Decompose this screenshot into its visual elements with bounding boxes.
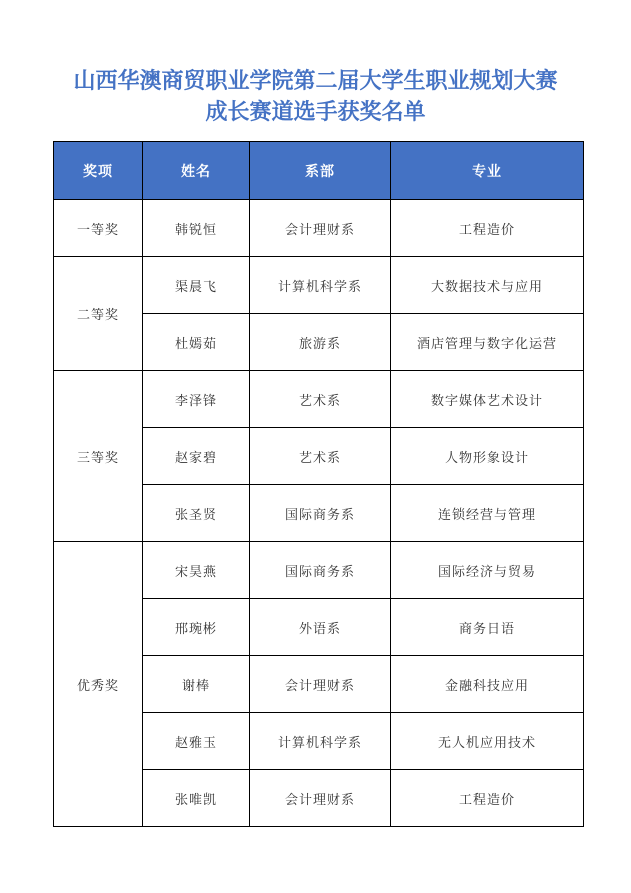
award-cell: 三等奖 [54,371,143,542]
name-cell: 渠晨飞 [143,257,250,314]
table-row [54,542,584,599]
name-cell: 谢棒 [143,656,250,713]
title-line-2: 成长赛道选手获奖名单 [205,99,426,125]
major-cell: 无人机应用技术 [391,713,584,770]
name-cell: 邢琬彬 [143,599,250,656]
name-cell: 宋昊燕 [143,542,250,599]
name-cell: 李泽锋 [143,371,250,428]
major-cell: 连锁经营与管理 [391,485,584,542]
major-cell: 数字媒体艺术设计 [391,371,584,428]
award-cell: 优秀奖 [54,542,143,827]
major-cell: 金融科技应用 [391,656,584,713]
title-line-1: 山西华澳商贸职业学院第二届大学生职业规划大赛 [73,68,558,94]
header-department: 系部 [250,142,391,200]
department-cell: 计算机科学系 [250,713,391,770]
name-cell: 张圣贤 [143,485,250,542]
table-row [54,200,584,257]
name-cell: 韩锐恒 [143,200,250,257]
major-cell: 工程造价 [391,200,584,257]
header-name: 姓名 [143,142,250,200]
major-cell: 人物形象设计 [391,428,584,485]
department-cell: 旅游系 [250,314,391,371]
major-cell: 工程造价 [391,770,584,827]
table-header-row [54,142,584,200]
department-cell: 艺术系 [250,428,391,485]
department-cell: 艺术系 [250,371,391,428]
name-cell: 杜嫣茹 [143,314,250,371]
department-cell: 会计理财系 [250,770,391,827]
table-row [54,257,584,314]
department-cell: 会计理财系 [250,656,391,713]
name-cell: 张唯凯 [143,770,250,827]
major-cell: 大数据技术与应用 [391,257,584,314]
major-cell: 国际经济与贸易 [391,542,584,599]
table-row [54,371,584,428]
department-cell: 外语系 [250,599,391,656]
award-cell: 二等奖 [54,257,143,371]
award-cell: 一等奖 [54,200,143,257]
header-major: 专业 [391,142,584,200]
major-cell: 商务日语 [391,599,584,656]
major-cell: 酒店管理与数字化运营 [391,314,584,371]
name-cell: 赵雅玉 [143,713,250,770]
header-award: 奖项 [54,142,143,200]
name-cell: 赵家碧 [143,428,250,485]
department-cell: 国际商务系 [250,542,391,599]
department-cell: 会计理财系 [250,200,391,257]
department-cell: 计算机科学系 [250,257,391,314]
award-table [53,141,584,827]
department-cell: 国际商务系 [250,485,391,542]
document-title [0,66,631,128]
